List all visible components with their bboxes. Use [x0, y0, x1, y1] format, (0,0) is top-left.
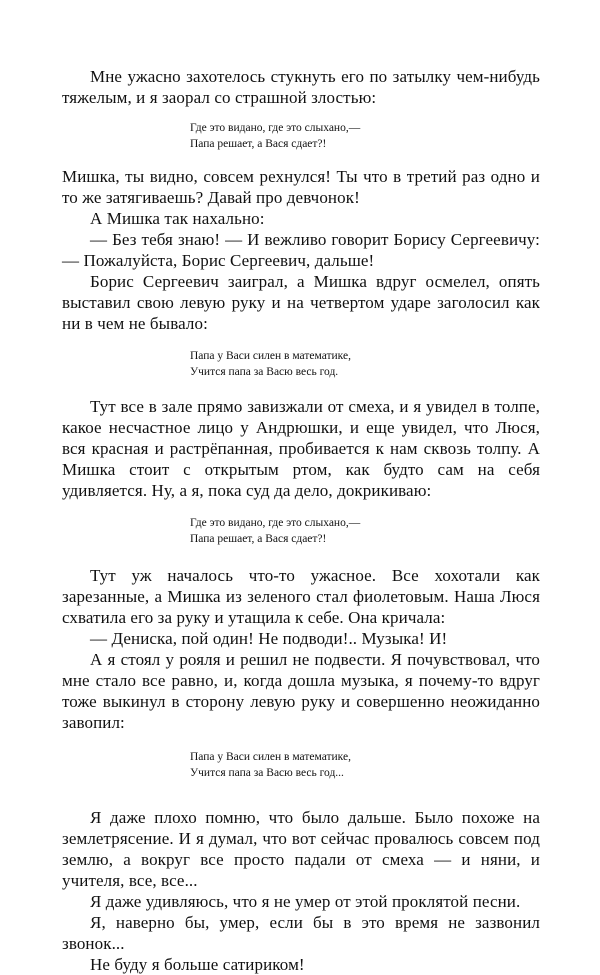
paragraph-5: Борис Сергеевич заиграл, а Мишка вдруг осмелел, опять выставил свою левую руку и на четвертом ударе заголосил как ни в чем не бывало:: [62, 272, 540, 333]
verse-line: Учится папа за Васю весь год...: [190, 767, 344, 779]
paragraph-6: Тут все в зале прямо завизжали от смеха, и я увидел в толпе, какое несчастное лицо у Андрюшки, и еще увидел, что Люся, вся красная и растрёпанная, пробивается к нам сквозь толпу. А Мишка стоит с открытым ртом, как будто сам на себя удивляется. Ну, а я, пока суд да дело, докрикиваю:: [62, 397, 540, 500]
book-page: [62, 66, 540, 975]
paragraph-8: — Дениска, пой один! Не подводи!.. Музыка! И!: [90, 629, 448, 648]
paragraph-12: Я, наверно бы, умер, если бы в это время не зазвонил звонок...: [62, 913, 540, 953]
verse-line: Папа у Васи силен в математике,: [190, 751, 351, 763]
paragraph-11: Я даже удивляюсь, что я не умер от этой проклятой песни.: [90, 892, 521, 911]
paragraph-7: Тут уж началось что-то ужасное. Все хохотали как зарезанные, а Мишка из зеленого стал фиолетовым. Наша Люся схватила его за руку и утащила к себе. Она кричала:: [62, 566, 540, 627]
paragraph-2: Мишка, ты видно, совсем рехнулся! Ты что в третий раз одно и то же затягиваешь? Давай про девчонок!: [62, 167, 540, 207]
verse-line: Учится папа за Васю весь год.: [190, 366, 339, 378]
paragraph-1: Мне ужасно захотелось стукнуть его по затылку чем-нибудь тяжелым, и я заорал со страшной злостью:: [62, 67, 540, 107]
verse-4: [190, 749, 540, 781]
paragraph-13: Не буду я больше сатириком!: [90, 955, 305, 974]
verse-line: Папа решает, а Вася сдает?!: [190, 138, 327, 150]
verse-line: Папа у Васи силен в математике,: [190, 350, 351, 362]
paragraph-10: Я даже плохо помню, что было дальше. Было похоже на землетрясение. И я думал, что вот сейчас провалюсь совсем под землю, а вокруг все просто падали от смеха — и няни, и учителя, все, все...: [62, 808, 540, 890]
paragraph-4: — Без тебя знаю! — И вежливо говорит Борису Сергеевичу: — Пожалуйста, Борис Сергеевич, дальше!: [62, 230, 540, 270]
verse-line: Где это видано, где это слыхано,—: [190, 122, 361, 134]
paragraph-3: А Мишка так нахально:: [90, 209, 265, 228]
paragraph-9: А я стоял у рояля и решил не подвести. Я почувствовал, что мне стало все равно, и, когда дошла музыка, я почему-то вдруг тоже выкинул в сторону левую руку и совершенно неожиданно завопил:: [62, 650, 540, 732]
verse-1: [190, 120, 540, 152]
verse-2: [190, 348, 540, 380]
verse-3: [190, 515, 540, 547]
verse-line: Папа решает, а Вася сдает?!: [190, 533, 327, 545]
verse-line: Где это видано, где это слыхано,—: [190, 517, 361, 529]
